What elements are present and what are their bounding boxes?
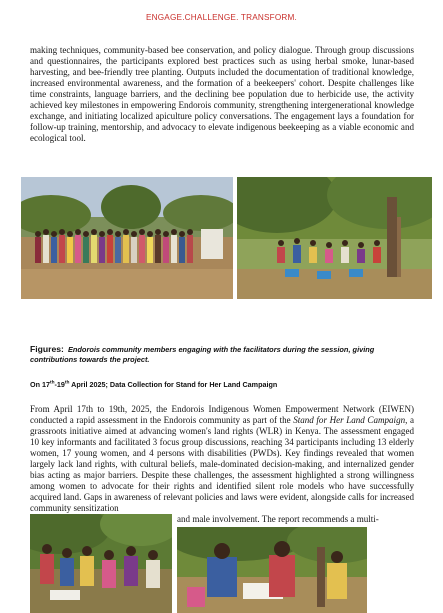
body-paragraph [30, 404, 414, 514]
body-wrap-line: and male involvement. The report recommends a multi- [177, 514, 379, 524]
body-part-1: From April 17th to 19th, 2025, the Endorois Indigenous Women Empowerment Network (EIWEN) conducted a rapid assessment in the Endorois community as part of the [30, 404, 414, 426]
figure-caption-label: Figures: [30, 344, 64, 354]
group-photo-outdoor [21, 177, 233, 299]
heading-rest: April 2025; Data Collection for Stand for Her Land Campaign [69, 380, 278, 389]
figure-caption-text: Endorois community members engaging with the facilitators during the session, giving contributions towards the project. [30, 345, 375, 364]
community-meeting-under-tree [237, 177, 432, 299]
campaign-name: Stand for Her Land Campaign [293, 415, 406, 426]
facilitator-taking-notes [177, 527, 367, 613]
section-heading [30, 380, 418, 389]
heading-ordinal-start: th [49, 380, 55, 386]
intro-paragraph: making techniques, community-based bee conservation, and policy dialogue. Through group discussions and questionnaires, the participants explored best practices such as using herbal smoke, lunar-based harvesting, and bee-friendly tree planting. Outputs included the documentation of traditional knowledge, increased environmental awareness, and the formation of a beekeepers' cohort. Despite challenges like time constraints, language barriers, and the declining bee population due to herbicide use, the activity achieved key milestones in empowering Endorois community, strengthening intergenerational knowledge exchange, and initiating localized apiculture policy conversations. The engagement lays a foundation for follow-up training, mentorship, and advocacy to elevate indigenous beekeeping as a viable economic and ecological tool. [30, 45, 414, 144]
body-part-2: , a grassroots initiative aimed at advancing women's land rights (WLR) in Kenya. The assessment engaged 10 key informants and facilitated 3 focus group discussions, reaching 34 participants including 13 elderly women, 17 young women, and 4 persons with disabilities (PWDs). Key findings revealed that women largely lack land rights, with cultural beliefs, male-dominated decision-making, and internalized gender bias acting as major barriers. Despite these challenges, the assessment highlighted a strong willingness among women to advocate for their rights and identified silent role models who have successfully acquired land. Gaps in awareness of relevant policies and laws were evident, alongside calls for increased community sensitization [30, 415, 414, 514]
heading-prefix: On [30, 380, 42, 389]
header-tagline: ENGAGE.CHALLENGE. TRANSFORM. [145, 13, 298, 22]
women-seated-discussion [30, 514, 172, 613]
heading-day-end: -19 [54, 380, 65, 389]
heading-day-start: 17 [41, 380, 50, 389]
heading-ordinal-end: th [64, 380, 70, 386]
figure-caption [30, 345, 418, 364]
